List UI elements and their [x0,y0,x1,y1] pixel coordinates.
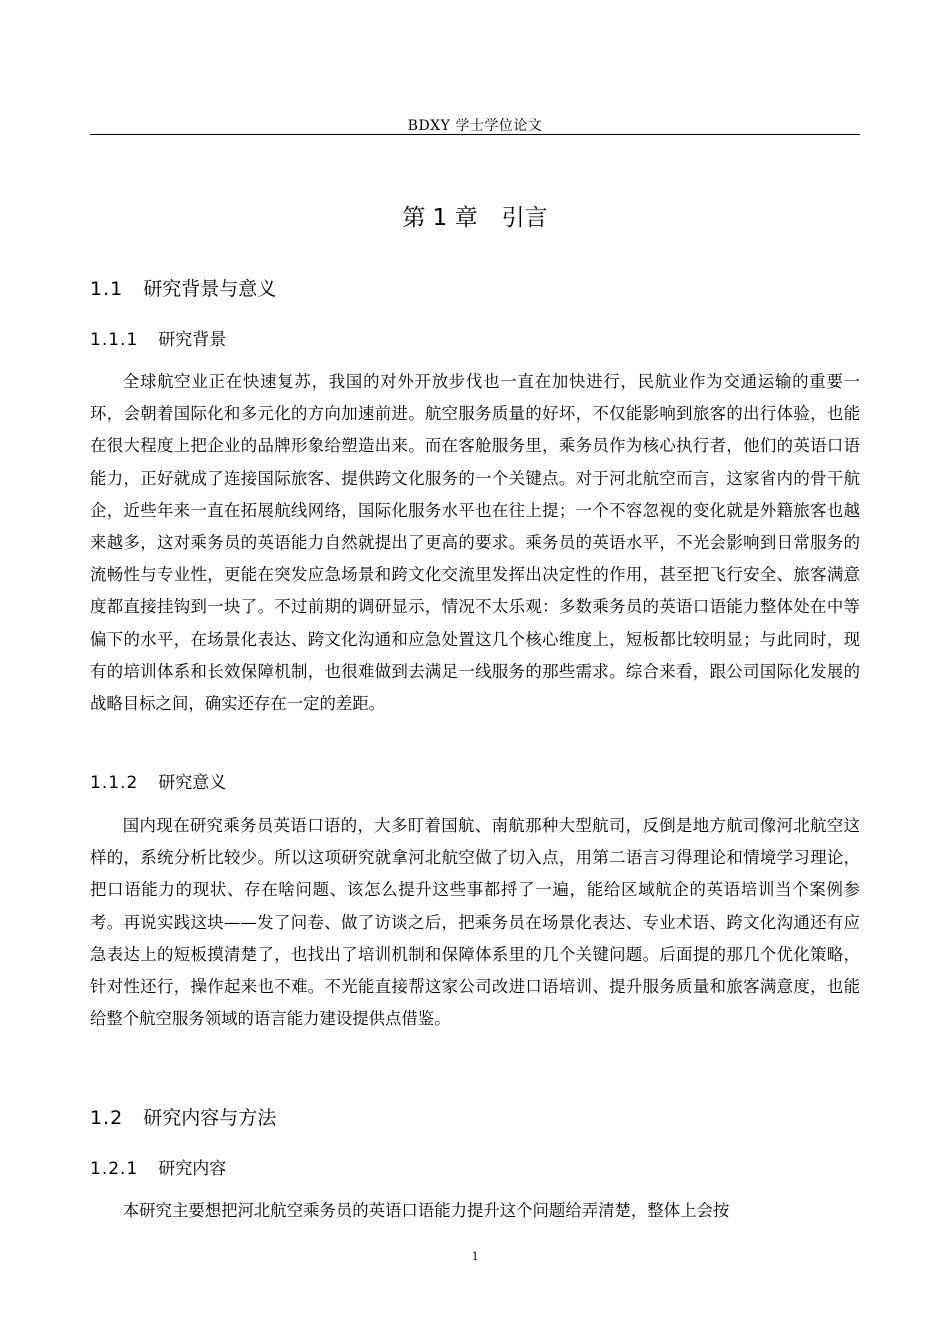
chapter-number: 第 1 章 [402,205,478,231]
paragraph-research-content: 本研究主要想把河北航空乘务员的英语口语能力提升这个问题给弄清楚，整体上会按 [122,1201,730,1220]
section-title: 研究内容与方法 [143,1107,277,1129]
section-number: 1.2 [90,1107,124,1129]
page-number: 1 [471,1248,479,1263]
paragraph-significance: 国内现在研究乘务员英语口语的，大多盯着国航、南航那种大型航司，反倒是地方航司像河北航空这样的，系统分析比较少。所以这项研究就拿河北航空做了切入点，用第二语言习得理论和情境学习理论，把口语能力的现状、存在啥问题、该怎么提升这些事都捋了一遍，能给区域航企的英语培训当个案例参考。再说实践这块——发了问卷、做了访谈之后，把乘务员在场景化表达、专业术语、跨文化沟通还有应急表达上的短板摸清楚了，也找出了培训机制和保障体系里的几个关键问题。后面提的那几个优化策略，针对性还行，操作起来也不难。不光能直接帮这家公司改进口语培训、提升服务质量和旅客满意度，也能给整个航空服务领域的语言能力建设提供点借鉴。 [90,816,860,1029]
subsection-heading-1-1-1 [90,327,226,353]
subsection-heading-1-2-1 [90,1156,226,1182]
subsection-number: 1.2.1 [90,1159,139,1179]
section-heading-1-1 [90,275,276,303]
chapter-name: 引言 [501,205,548,231]
subsection-heading-1-1-2 [90,770,226,796]
subsection-number: 1.1.1 [90,330,139,350]
subsection-title: 研究意义 [158,773,227,793]
paragraph-background: 全球航空业正在快速复苏，我国的对外开放步伐也一直在加快进行，民航业作为交通运输的重要一环，会朝着国际化和多元化的方向加速前进。航空服务质量的好坏，不仅能影响到旅客的出行体验，也能在很大程度上把企业的品牌形象给塑造出来。而在客舱服务里，乘务员作为核心执行者，他们的英语口语能力，正好就成了连接国际旅客、提供跨文化服务的一个关键点。对于河北航空而言，这家省内的骨干航企，近些年来一直在拓展航线网络，国际化服务水平也在往上提；一个不容忽视的变化就是外籍旅客也越来越多，这对乘务员的英语能力自然就提出了更高的要求。乘务员的英语水平，不光会影响到日常服务的流畅性与专业性，更能在突发应急场景和跨文化交流里发挥出决定性的作用，甚至把飞行安全、旅客满意度都直接挂钩到一块了。不过前期的调研显示，情况不太乐观：多数乘务员的英语口语能力整体处在中等偏下的水平，在场景化表达、跨文化沟通和应急处置这几个核心维度上，短板都比较明显；与此同时，现有的培训体系和长效保障机制，也很难做到去满足一线服务的那些需求。综合来看，跟公司国际化发展的战略目标之间，确实还存在一定的差距。 [90,372,860,714]
subsection-number: 1.1.2 [90,773,139,793]
section-heading-1-2 [90,1104,276,1132]
running-header: BDXY 学士学位论文 [407,118,543,134]
section-number: 1.1 [90,278,124,300]
section-title: 研究背景与意义 [143,278,277,300]
chapter-title [90,200,860,236]
subsection-title: 研究背景 [158,330,227,350]
header-rule [90,134,860,135]
subsection-title: 研究内容 [158,1159,227,1179]
